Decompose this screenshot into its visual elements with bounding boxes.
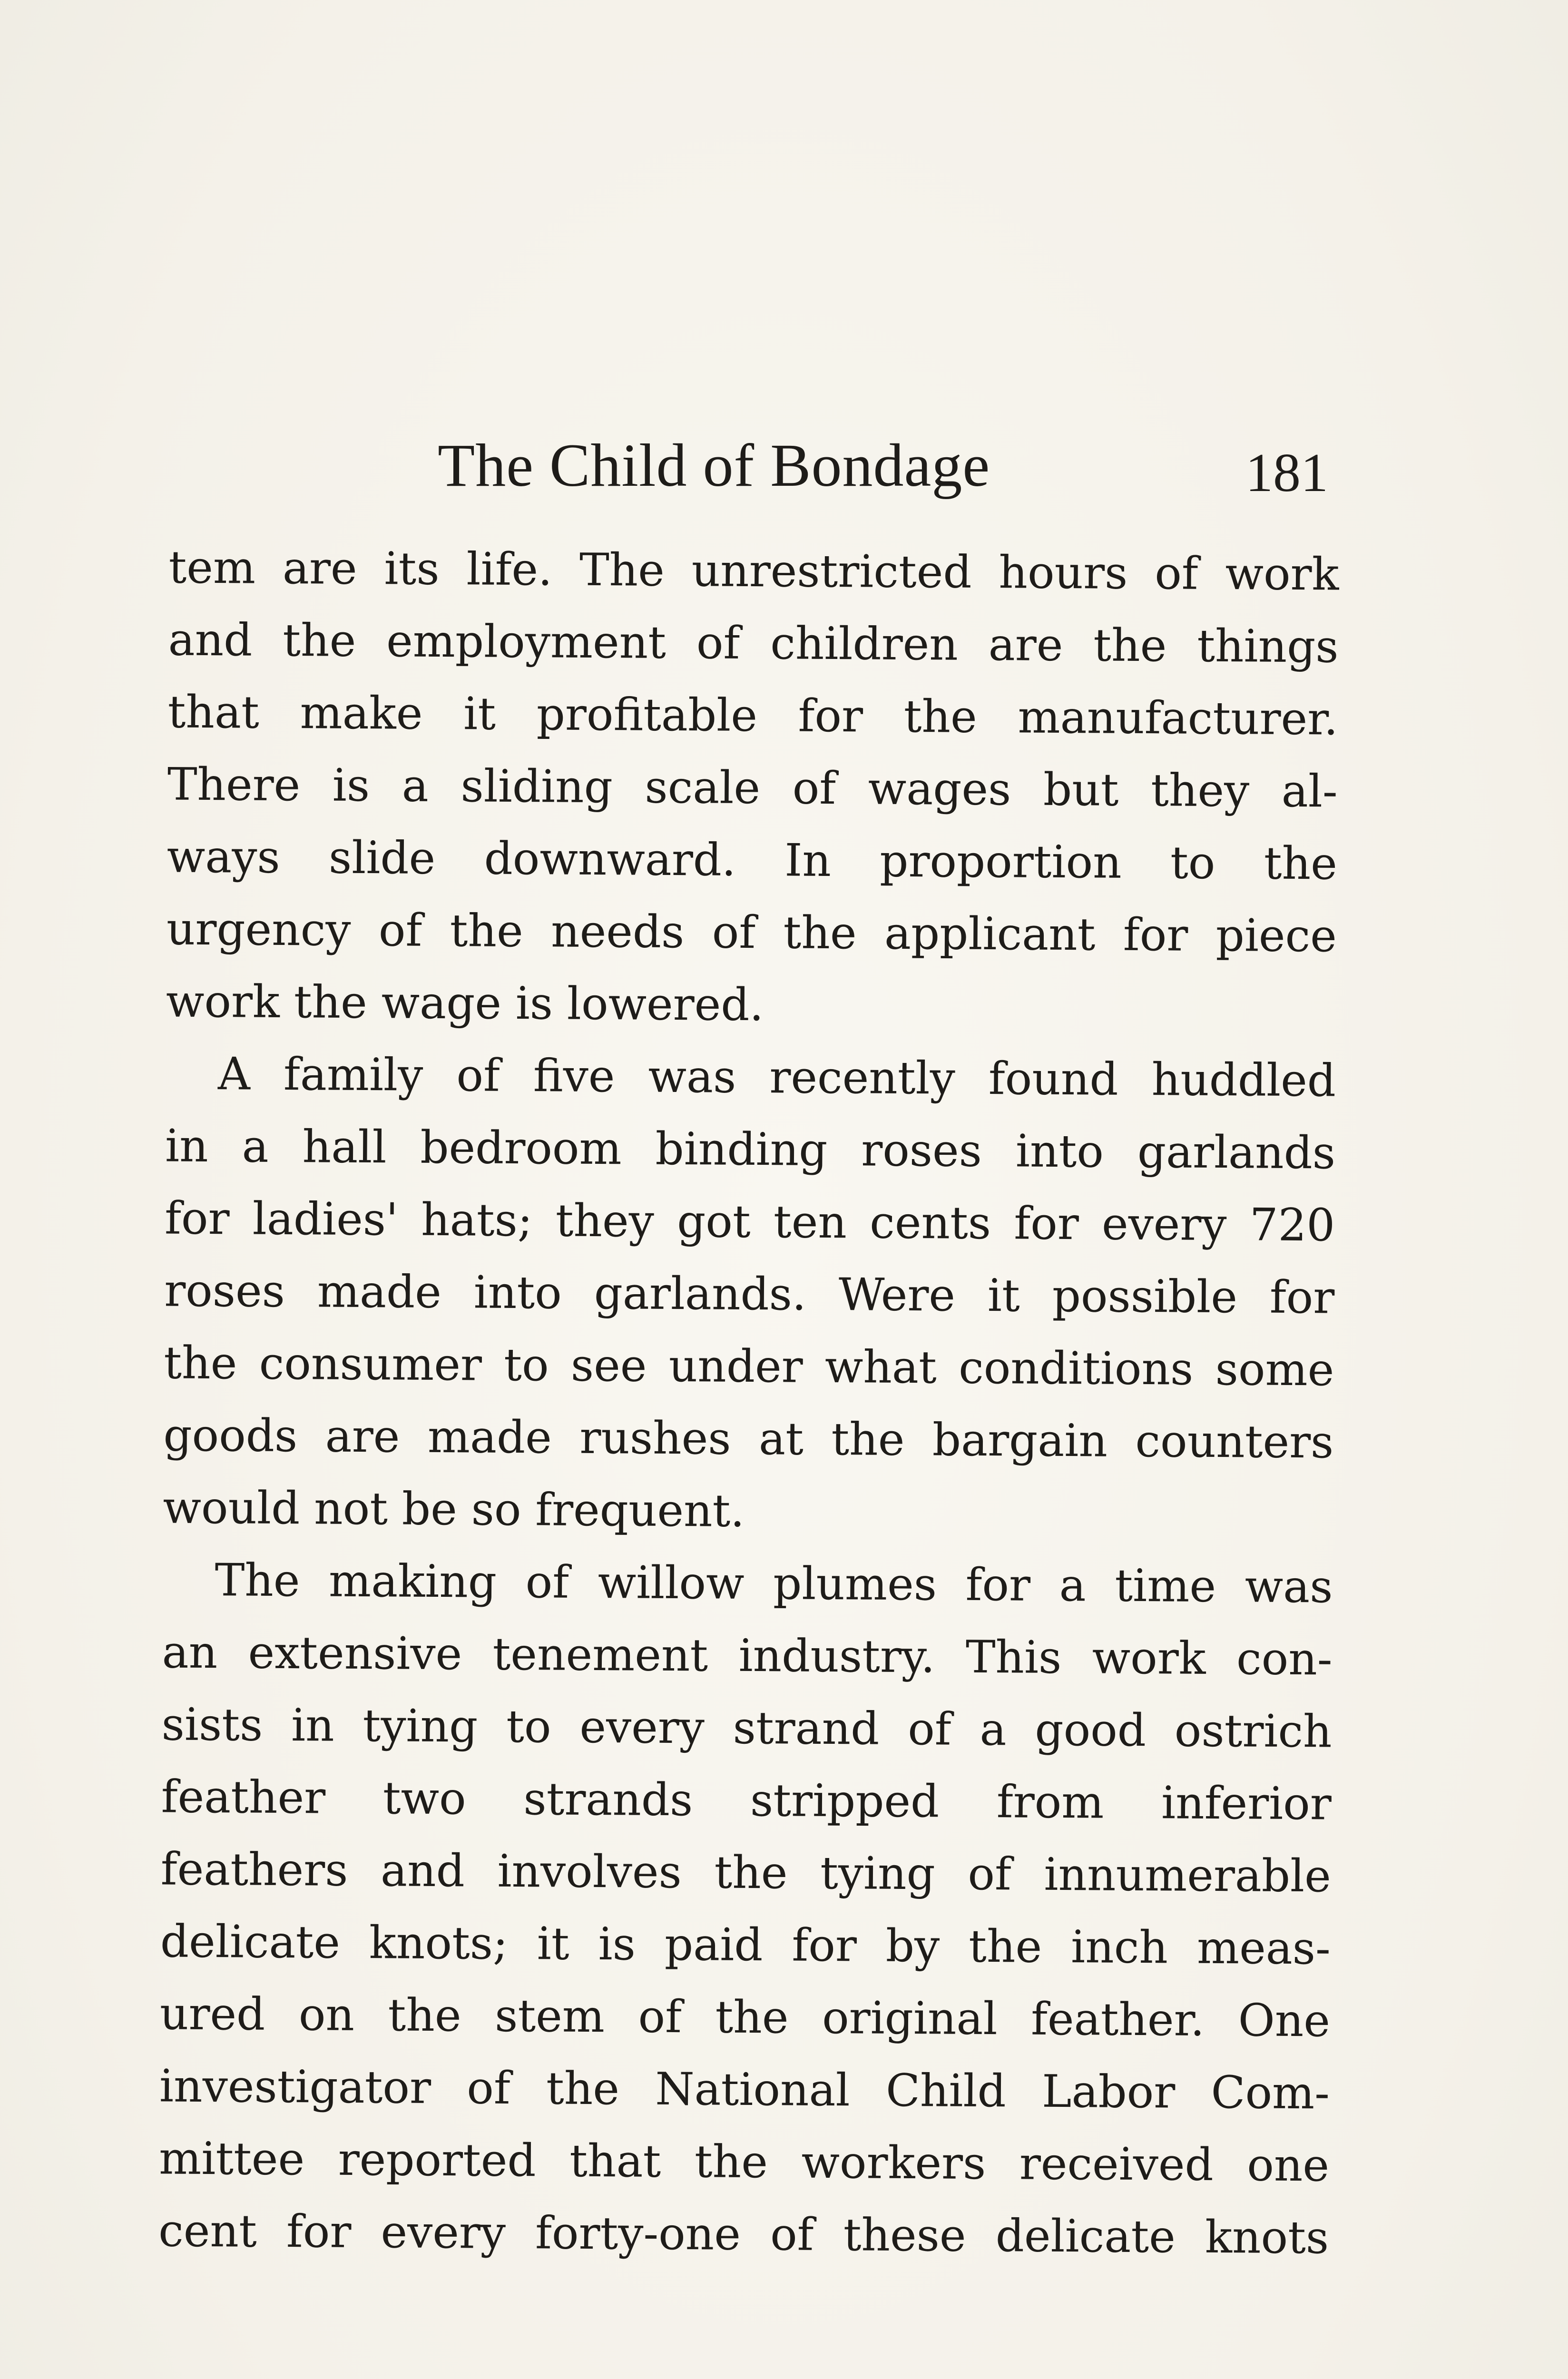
paragraph — [163, 1038, 1336, 1551]
text-line: would not be so frequent. — [163, 1482, 745, 1537]
text-line: tem are its life. The unrestricted hours of work — [168, 541, 1339, 601]
text-line: the consumer to see under what conditions some — [164, 1337, 1334, 1396]
text-line: delicate knots; it is paid for by the inch meas- — [160, 1916, 1331, 1975]
text-line: an extensive tenement industry. This work con- — [162, 1626, 1333, 1686]
text-line: There is a sliding scale of wages but they al- — [167, 758, 1338, 818]
body-text — [158, 531, 1339, 2274]
text-line: feather two strands stripped from inferior — [161, 1771, 1332, 1830]
text-line: sists in tying to every strand of a good ostrich — [161, 1699, 1332, 1758]
text-line: for ladies' hats; they got ten cents for every 720 — [164, 1192, 1335, 1252]
text-line: A family of five was recently found huddled — [217, 1048, 1336, 1107]
text-line: goods are made rushes at the bargain counters — [163, 1409, 1334, 1469]
text-line: investigator of the National Child Labor Com- — [159, 2060, 1330, 2120]
text-line: that make it profitable for the manufacturer. — [167, 686, 1338, 746]
text-line: and the employment of children are the things — [168, 614, 1339, 673]
text-line: in a hall bedroom binding roses into garlands — [165, 1120, 1336, 1180]
text-line: ways slide downward. In proportion to the — [167, 831, 1338, 890]
text-line: mittee reported that the workers received one — [158, 2133, 1330, 2192]
page-number: 181 — [1245, 442, 1328, 503]
paragraph — [158, 1544, 1333, 2274]
text-line: feathers and involves the tying of innumerable — [160, 1843, 1332, 1903]
text-line: work the wage is lowered. — [166, 975, 764, 1032]
text-line: urgency of the needs of the applicant for piece — [166, 903, 1337, 963]
text-line: ured on the stem of the original feather. One — [159, 1988, 1331, 2047]
text-line: cent for every forty-one of these delicate knots — [158, 2205, 1329, 2264]
running-title: The Child of Bondage — [438, 432, 990, 499]
text-line: roses made into garlands. Were it possible for — [164, 1265, 1335, 1324]
paragraph — [166, 531, 1339, 1045]
text-line: The making of willow plumes for a time was — [215, 1554, 1333, 1613]
